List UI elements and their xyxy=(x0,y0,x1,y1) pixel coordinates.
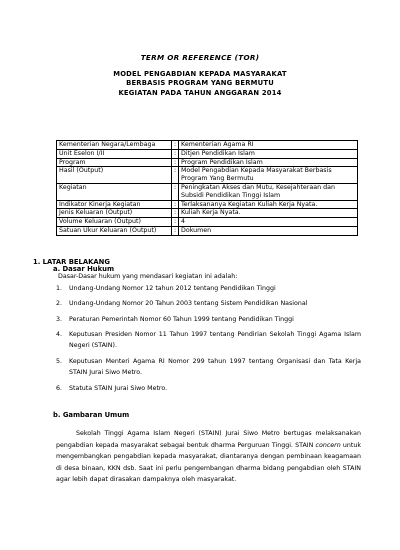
table-row xyxy=(57,183,358,200)
row-key: Hasil (Output) xyxy=(57,167,172,184)
table-row xyxy=(57,167,358,184)
row-key: Unit Eselon I/II xyxy=(57,149,172,158)
list-text: Undang-Undang Nomor 12 tahun 2012 tentang Pendidikan Tinggi xyxy=(69,285,276,292)
list-number: 4. xyxy=(56,330,63,338)
row-separator: : xyxy=(172,209,179,218)
row-separator: : xyxy=(172,183,179,200)
table-row xyxy=(57,200,358,209)
row-separator: : xyxy=(172,167,179,184)
row-separator: : xyxy=(172,141,179,150)
heading-line-3: KEGIATAN PADA TAHUN ANGGARAN 2014 xyxy=(118,88,282,97)
table-row xyxy=(57,149,358,158)
heading-line-2: BERBASIS PROGRAM YANG BERMUTU xyxy=(126,79,274,88)
list-text: Peraturan Pemerintah Nomor 60 Tahun 1999 tentang Pendidikan Tinggi xyxy=(69,315,294,323)
row-key: Satuan Ukur Keluaran (Output) xyxy=(57,226,172,235)
list-text: Keputusan Presiden Nomor 11 Tahun 1997 tentang Pendirian Sekolah Tinggi Agama Islam Negeri (STAIN). xyxy=(69,330,361,350)
table-row xyxy=(57,209,358,218)
table-row xyxy=(57,141,358,150)
row-value: Terlaksananya Kegiatan Kuliah Kerja Nyata. xyxy=(181,200,318,208)
table-row xyxy=(57,226,358,235)
row-key: Indikator Kinerja Kegiatan xyxy=(57,200,172,209)
info-table xyxy=(56,140,358,236)
list-item xyxy=(56,356,361,379)
row-key: Program xyxy=(57,158,172,167)
subheading-gambaran-umum: b. Gambaran Umum xyxy=(53,411,130,419)
row-separator: : xyxy=(172,149,179,158)
paragraph-emphasis: concern xyxy=(315,441,341,449)
row-separator: : xyxy=(172,226,179,235)
row-key: Kegiatan xyxy=(57,183,172,200)
list-number: 5. xyxy=(56,357,63,365)
list-item xyxy=(56,329,361,352)
gambaran-umum-paragraph xyxy=(56,428,361,486)
list-number: 2. xyxy=(56,300,63,308)
row-key: Jenis Keluaran (Output) xyxy=(57,209,172,218)
list-text: Undang-Undang Nomor 20 Tahun 2003 tentang Sistem Pendidikan Nasional xyxy=(69,300,308,308)
row-value: Kementerian Agama RI xyxy=(181,141,254,148)
paragraph-text-1: Sekolah Tinggi Agama Islam Negeri (STAIN) Jurai Siwo Metro bertugas melaksanakan pengabdian kepada masyarakat sebagai bentuk dharma Perguruan Tinggi. STAIN xyxy=(56,430,361,449)
list-item xyxy=(56,298,361,310)
row-key: Volume Keluaran (Output) xyxy=(57,218,172,227)
list-text: Keputusan Menteri Agama RI Nomor 299 tahun 1997 tentang Organisasi dan Tata Kerja STAIN Jurai Siwo Metro. xyxy=(69,357,361,377)
list-number: 1. xyxy=(56,285,63,292)
legal-basis-list xyxy=(56,283,361,398)
list-number: 6. xyxy=(56,384,63,392)
row-separator: : xyxy=(172,200,179,209)
row-separator: : xyxy=(172,158,179,167)
row-value: Program Pendidikan Islam xyxy=(181,158,263,166)
row-value: Dokumen xyxy=(181,226,212,234)
subheading-dasar-hukum: a. Dasar Hukum xyxy=(53,265,115,273)
list-number: 3. xyxy=(56,315,63,323)
list-item xyxy=(56,314,361,326)
list-item xyxy=(56,383,361,395)
row-value: Kuliah Kerja Nyata. xyxy=(181,209,241,217)
list-text: Statuta STAIN Jurai Siwo Metro. xyxy=(69,384,168,392)
table-row xyxy=(57,158,358,167)
row-value: 4 xyxy=(181,218,186,226)
row-separator: : xyxy=(172,218,179,227)
row-value: Ditjen Pendidikan Islam xyxy=(181,149,255,157)
heading-line-1: MODEL PENGABDIAN KEPADA MASYARAKAT xyxy=(113,70,287,78)
dasar-hukum-intro: Dasar-Dasar hukum yang mendasari kegiatan ini adalah: xyxy=(58,273,238,280)
paragraph-text-2: untuk mengembangkan pengabdian kepada masyarakat, diantaranya dengan pembinaan keagamaan di desa binaan, KKN dsb. Saat ini perlu pengembangan dharma bidang pengabdian oleh STAIN agar lebih dapat dirasakan dampaknya oleh masyarakat. xyxy=(56,441,361,483)
row-value: Peningkatan Akses dan Mutu, Kesejahteraan dan Subsidi Pendidikan Tinggi Islam xyxy=(181,183,335,199)
document-title: TERM OR REFERENCE (TOR) xyxy=(140,53,260,62)
document-heading xyxy=(0,70,400,98)
row-key: Kementerian Negara/Lembaga xyxy=(57,141,172,150)
list-item xyxy=(56,283,361,295)
section-heading-latar-belakang: 1. LATAR BELAKANG xyxy=(33,258,110,266)
row-value: Model Pengabdian Kepada Masyarakat Berbasis Program Yang Bermutu xyxy=(181,167,332,183)
table-row xyxy=(57,218,358,227)
